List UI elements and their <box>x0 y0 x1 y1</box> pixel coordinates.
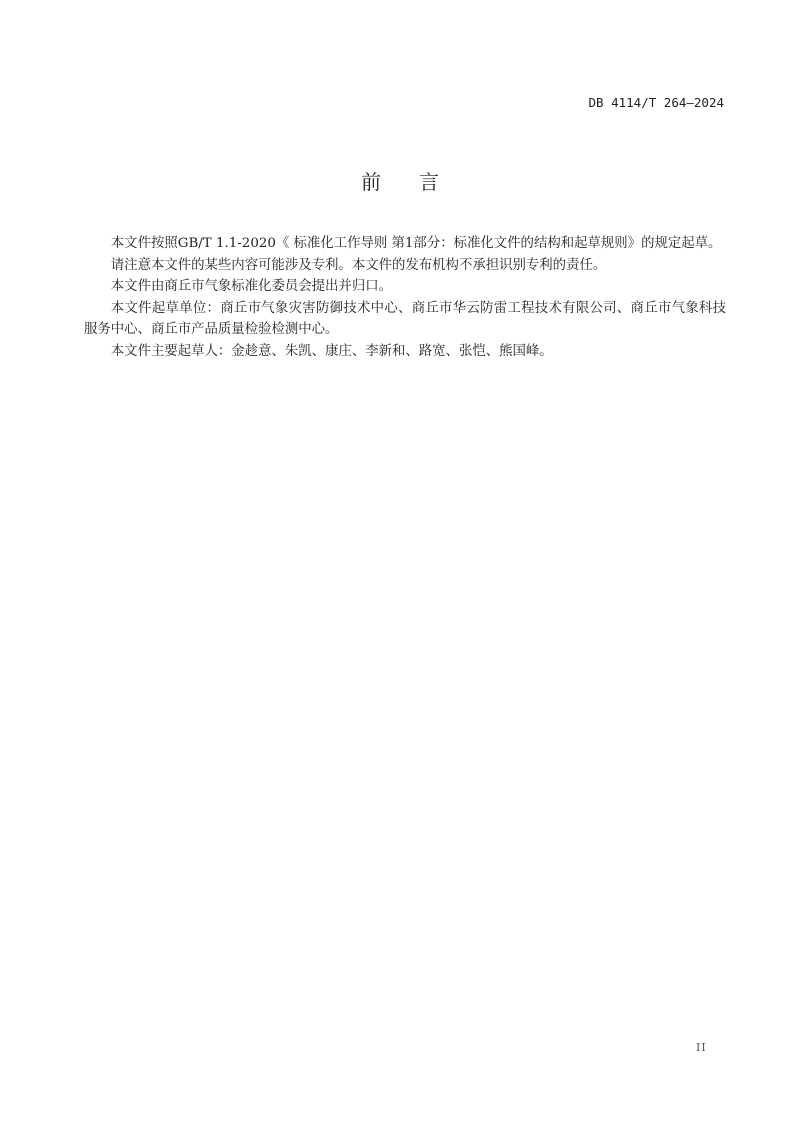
paragraph-drafting-units: 本文件起草单位：商丘市气象灾害防御技术中心、商丘市华云防雷工程技术有限公司、商丘市气象科技服务中心、商丘市产品质量检验检测中心。 <box>84 300 726 337</box>
document-code: DB 4114/T 264—2024 <box>588 95 724 110</box>
paragraph-patent-notice: 请注意本文件的某些内容可能涉及专利。本文件的发布机构不承担识别专利的责任。 <box>110 257 607 273</box>
page-number: II <box>696 1041 707 1054</box>
paragraph-standard-basis: 本文件按照GB/T 1.1-2020《 标准化工作导则 第1部分：标准化文件的结构和起草规则》的规定起草。 <box>110 236 722 251</box>
title-char-1: 前 <box>361 170 381 194</box>
page-title <box>0 166 800 195</box>
foreword-body <box>84 233 726 362</box>
paragraph-drafters: 本文件主要起草人：金趁意、朱凯、康庄、李新和、路宽、张恺、熊国峰。 <box>110 343 553 359</box>
paragraph-proposer: 本文件由商丘市气象标准化委员会提出并归口。 <box>110 279 392 294</box>
title-char-2: 言 <box>419 170 439 194</box>
